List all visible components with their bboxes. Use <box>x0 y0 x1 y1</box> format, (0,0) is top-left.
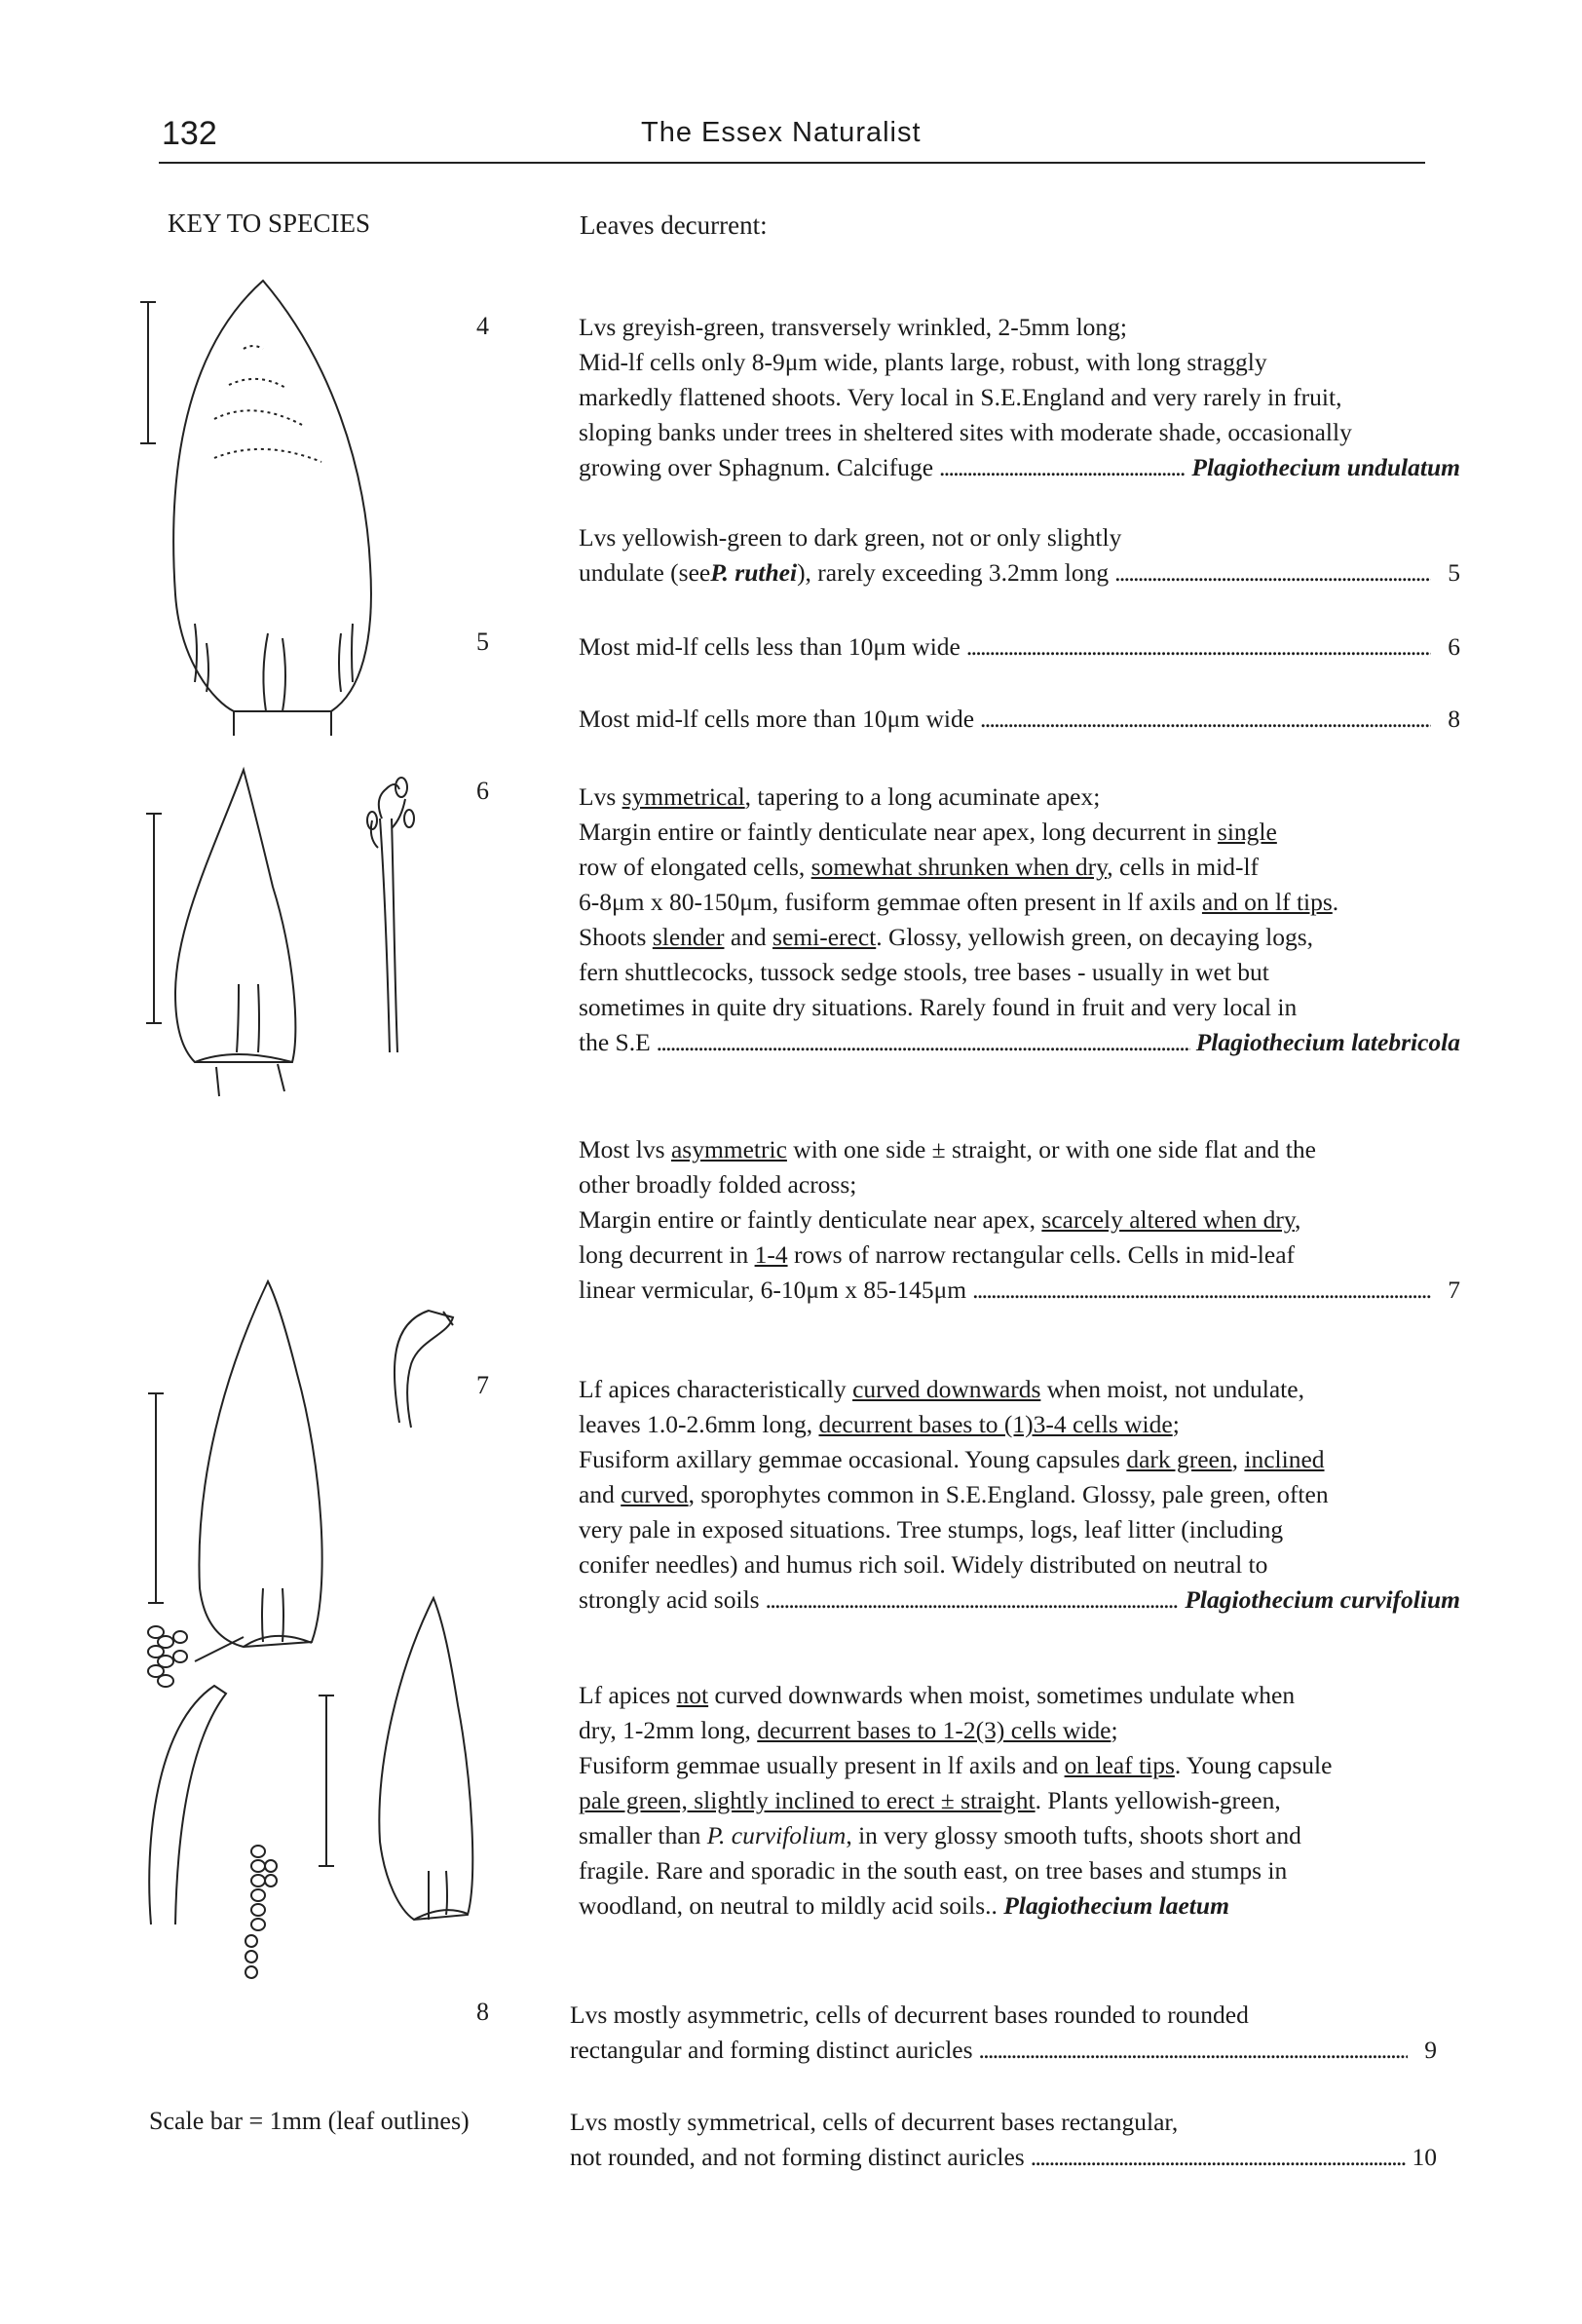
text-fragment: Shoots <box>579 923 653 951</box>
text-fragment: dry, 1-2mm long, <box>579 1716 758 1744</box>
text-line: growing over Sphagnum. Calcifuge <box>579 453 934 481</box>
journal-title: The Essex Naturalist <box>641 117 922 148</box>
species-name: Plagiothecium latebricola <box>1195 1028 1460 1056</box>
text-fragment: leaves 1.0-2.6mm long, <box>579 1410 819 1438</box>
underlined-text: scarcely altered when dry <box>1041 1205 1295 1234</box>
couplet-5b <box>579 702 1460 737</box>
text-line <box>579 1783 1460 1818</box>
couplet-number-5: 5 <box>476 628 489 656</box>
underlined-text: curved <box>621 1480 689 1508</box>
lead-number: 10 <box>1412 2143 1437 2171</box>
text-fragment: , <box>1231 1445 1245 1473</box>
text-line: Most mid-lf cells less than 10μm wide <box>579 632 960 661</box>
couplet-7b <box>579 1678 1460 1924</box>
dot-leader <box>939 450 1186 485</box>
text-line <box>579 850 1460 885</box>
lead-line <box>570 2033 1437 2068</box>
text-fragment: . Young capsule <box>1174 1751 1333 1779</box>
dot-leader <box>657 1025 1190 1060</box>
text-line: fragile. Rare and sporadic in the south east, on tree bases and stumps in <box>579 1856 1288 1885</box>
couplet-7a <box>579 1372 1460 1618</box>
couplet-number-4: 4 <box>476 312 489 340</box>
text-fragment: row of elongated cells, <box>579 853 811 881</box>
couplet-6a <box>579 780 1460 1060</box>
couplet-8b <box>570 2105 1437 2175</box>
couplet-number-8: 8 <box>476 1998 489 2026</box>
text-line <box>579 1372 1460 1407</box>
underlined-text: dark green <box>1126 1445 1232 1473</box>
text-fragment: Lvs <box>579 782 622 811</box>
key-title: KEY TO SPECIES <box>168 209 371 238</box>
text-fragment: , <box>1294 1205 1301 1234</box>
text-line <box>579 780 1460 815</box>
text-fragment: Most lvs <box>579 1135 671 1163</box>
text-fragment: with one side ± straight, or with one side flat and the <box>786 1135 1316 1163</box>
text-fragment: ; <box>1172 1410 1180 1438</box>
lead-line <box>570 2140 1437 2175</box>
text-line: rectangular and forming distinct auricles <box>570 2036 973 2064</box>
text-line: sometimes in quite dry situations. Rarely found in fruit and very local in <box>579 993 1298 1021</box>
species-line <box>579 1025 1460 1060</box>
underlined-text: and on lf tips <box>1201 888 1333 916</box>
text-line <box>579 1818 1460 1853</box>
couplet-number-6: 6 <box>476 777 489 805</box>
underlined-text: pale green, slightly inclined to erect ± straight <box>579 1786 1036 1814</box>
text-line <box>579 1477 1460 1512</box>
text-line: other broadly folded across; <box>579 1170 857 1199</box>
gemmae-cluster <box>245 1846 277 1978</box>
text-line <box>579 1132 1460 1167</box>
lead-number: 7 <box>1448 1276 1460 1304</box>
text-fragment: rows of narrow rectangular cells. Cells in mid-leaf <box>787 1240 1296 1269</box>
underlined-text: symmetrical <box>622 782 745 811</box>
text-fragment: long decurrent in <box>579 1240 755 1269</box>
text-line: Most mid-lf cells more than 10μm wide <box>579 705 975 733</box>
text-fragment: . Glossy, yellowish green, on decaying logs, <box>876 923 1314 951</box>
couplet-number-7: 7 <box>476 1371 489 1399</box>
underlined-text: decurrent bases to 1-2(3) cells wide <box>757 1716 1111 1744</box>
text-line <box>579 1678 1460 1713</box>
dot-leader <box>1114 555 1431 591</box>
text-line <box>579 1888 1460 1924</box>
curved-apex <box>149 1686 226 1924</box>
lead-number: 8 <box>1448 705 1460 733</box>
text-line: markedly flattened shoots. Very local in S.E.England and very rarely in fruit, <box>579 383 1342 411</box>
text-fragment: , in very glossy smooth tufts, shoots short and <box>846 1821 1301 1849</box>
text-fragment: Fusiform gemmae usually present in lf axils and <box>579 1751 1065 1779</box>
underlined-text: decurrent bases to (1)3-4 cells wide <box>818 1410 1173 1438</box>
text-fragment: , sporophytes common in S.E.England. Glossy, pale green, often <box>688 1480 1329 1508</box>
underlined-text: curved downwards <box>852 1375 1041 1403</box>
species-name: Plagiothecium laetum <box>1003 1891 1229 1920</box>
text-fragment: Margin entire or faintly denticulate near apex, long decurrent in <box>579 818 1218 846</box>
latebricola-illustration <box>146 760 477 1111</box>
dot-leader <box>966 629 1431 665</box>
species-ref: P. curvifolium <box>706 1821 847 1849</box>
shoot <box>380 819 397 1052</box>
text-line: fern shuttlecocks, tussock sedge stools, tree bases - usually in wet but <box>579 958 1269 986</box>
lead-number: 6 <box>1448 632 1460 661</box>
text-line: the S.E <box>579 1028 651 1056</box>
text-fragment: 6-8μm x 80-150μm, fusiform gemmae often present in lf axils <box>579 888 1202 916</box>
underlined-text: somewhat shrunken when dry <box>810 853 1108 881</box>
dot-leader <box>979 2033 1408 2068</box>
leaf-outline <box>173 281 371 711</box>
text-line: Lvs mostly asymmetric, cells of decurrent bases rounded to rounded <box>570 2000 1249 2029</box>
text-fragment: , cells in mid-lf <box>1107 853 1260 881</box>
species-line <box>579 450 1460 485</box>
lead-line <box>579 702 1460 737</box>
text-fragment: Margin entire or faintly denticulate near apex, <box>579 1205 1042 1234</box>
lead-line <box>579 629 1460 665</box>
underlined-text: slender <box>652 923 725 951</box>
couplet-5a <box>579 629 1460 665</box>
underlined-text: not <box>676 1681 709 1709</box>
laetum-illustration <box>136 1588 507 2007</box>
text-line <box>579 1713 1460 1748</box>
couplet-8a <box>570 1998 1437 2068</box>
text-fragment: and <box>724 923 773 951</box>
lead-line <box>579 555 1460 591</box>
text-line <box>579 885 1460 920</box>
header-rule <box>159 162 1425 164</box>
text-line <box>579 1748 1460 1783</box>
text-line: Lvs mostly symmetrical, cells of decurrent bases rectangular, <box>570 2108 1179 2136</box>
text-fragment: . Plants yellowish-green, <box>1035 1786 1281 1814</box>
text-line: Mid-lf cells only 8-9μm wide, plants large, robust, with long straggly <box>579 348 1267 376</box>
text-fragment: and <box>579 1480 622 1508</box>
text-fragment: undulate (see <box>579 558 711 587</box>
text-fragment: Lf apices characteristically <box>579 1375 853 1403</box>
dot-leader <box>766 1582 1180 1618</box>
species-name: Plagiothecium undulatum <box>1191 453 1460 481</box>
species-line <box>579 1582 1460 1618</box>
text-line: very pale in exposed situations. Tree stumps, logs, leaf litter (including <box>579 1515 1284 1543</box>
text-line <box>579 1202 1460 1238</box>
text-fragment: woodland, on neutral to mildly acid soils.. <box>579 1891 998 1920</box>
underlined-text: inclined <box>1244 1445 1325 1473</box>
couplet-intro: Leaves decurrent: <box>580 210 768 240</box>
lead-line <box>579 1273 1460 1308</box>
dot-leader <box>1031 2140 1407 2175</box>
text-line <box>579 815 1460 850</box>
text-line <box>579 1442 1460 1477</box>
species-name: Plagiothecium curvifolium <box>1185 1585 1460 1614</box>
text-line: Lvs yellowish-green to dark green, not or only slightly <box>579 523 1122 552</box>
lead-number: 5 <box>1448 558 1460 587</box>
curved-apex <box>395 1311 453 1428</box>
page-number: 132 <box>162 115 217 152</box>
text-fragment: , tapering to a long acuminate apex; <box>744 782 1101 811</box>
text-line <box>579 920 1460 955</box>
dot-leader <box>972 1273 1431 1308</box>
text-fragment: when moist, not undulate, <box>1040 1375 1304 1403</box>
text-line: sloping banks under trees in sheltered sites with moderate shade, occasionally <box>579 418 1352 446</box>
text-fragment: smaller than <box>579 1821 707 1849</box>
text-line <box>579 1407 1460 1442</box>
underlined-text: 1-4 <box>754 1240 788 1269</box>
text-fragment: curved downwards when moist, sometimes undulate when <box>708 1681 1296 1709</box>
leaf-outline <box>379 1598 472 1920</box>
leaf-outline <box>175 770 295 1062</box>
text-fragment: Lf apices <box>579 1681 677 1709</box>
couplet-6b <box>579 1132 1460 1308</box>
dot-leader <box>980 702 1431 737</box>
couplet-4a <box>579 310 1460 485</box>
underlined-text: semi-erect <box>772 923 877 951</box>
undulatum-leaf-illustration <box>136 273 409 741</box>
text-fragment: ), rarely exceeding 3.2mm long <box>797 558 1110 587</box>
lead-number: 9 <box>1424 2036 1437 2064</box>
underlined-text: asymmetric <box>670 1135 787 1163</box>
underlined-text: single <box>1217 818 1277 846</box>
text-fragment: Fusiform axillary gemmae occasional. Young capsules <box>579 1445 1127 1473</box>
species-ref: P. ruthei <box>710 558 798 587</box>
text-line: conifer needles) and humus rich soil. Widely distributed on neutral to <box>579 1550 1268 1579</box>
text-line: Lvs greyish-green, transversely wrinkled, 2-5mm long; <box>579 313 1127 341</box>
underlined-text: on leaf tips <box>1064 1751 1175 1779</box>
text-fragment: ; <box>1111 1716 1118 1744</box>
text-line: not rounded, and not forming distinct auricles <box>570 2143 1025 2171</box>
scale-note: Scale bar = 1mm (leaf outlines) <box>149 2107 470 2135</box>
text-line <box>579 1238 1460 1273</box>
text-line: linear vermicular, 6-10μm x 85-145μm <box>579 1276 967 1304</box>
couplet-4b <box>579 520 1460 591</box>
text-fragment: . <box>1332 888 1339 916</box>
text-line: strongly acid soils <box>579 1585 760 1614</box>
